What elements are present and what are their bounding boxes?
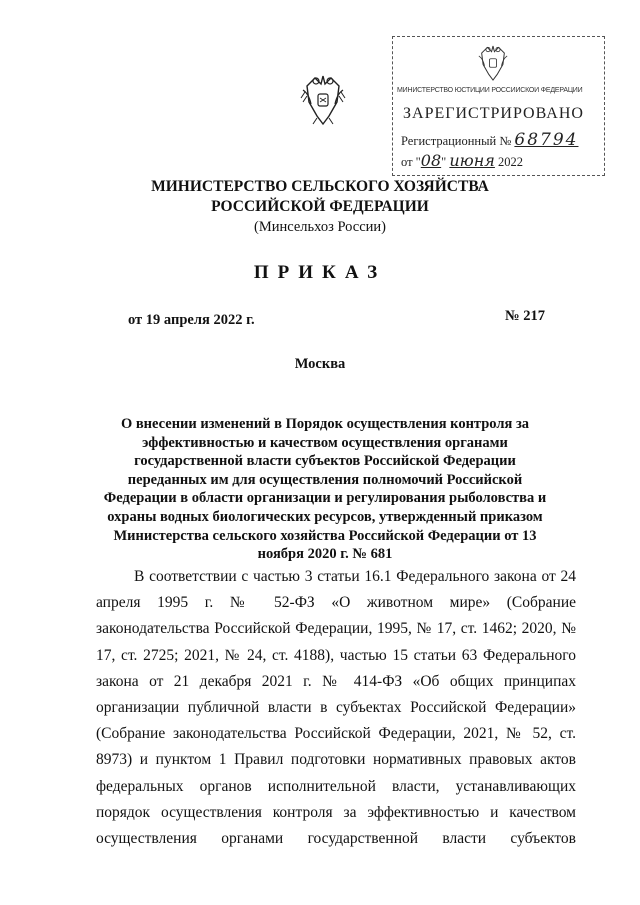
registration-stamp <box>392 36 605 176</box>
stamp-date-day: 08 <box>420 151 442 170</box>
stamp-date-quote: " <box>441 155 447 169</box>
stamp-registration-number: 68794 <box>514 130 579 150</box>
stamp-date-prefix: от " <box>401 155 421 169</box>
order-number: № 217 <box>505 308 545 324</box>
stamp-registration-line <box>401 130 578 150</box>
order-date: от 19 апреля 2022 г. <box>128 312 255 328</box>
stamp-status: ЗАРЕГИСТРИРОВАНО <box>403 105 584 122</box>
document-title: ПРИКАЗ <box>253 262 387 283</box>
stamp-ministry-name: МИНИСТЕРСТВО ЮСТИЦИИ РОССИЙСКОЙ ФЕДЕРАЦИИ <box>397 87 583 94</box>
order-city: Москва <box>294 356 346 372</box>
coat-of-arms-icon <box>299 72 347 128</box>
body-paragraph: В соответствии с частью 3 статьи 16.1 Федерального закона от 24 апреля 1995 г. № 52-ФЗ «О животном мире» (Собрание законодательства Российской Федерации, 1995, № 17, ст. 1462; 2020, № 17, ст. 2725; 2021, № 24, ст. 4188), частью 15 статьи 63 Федерального закона от 21 декабря 2021 г. № 414-ФЗ «Об общих принципах организации публичной власти в субъектах Российской Федерации» (Собрание законодательства Российской Федерации, 2021, № 52, ст. 8973) и пунктом 1 Правил подготовки нормативных правовых актов федеральных органов исполнительной власти, устанавливающих порядок осуществления контроля за эффективностью и качеством осуществления органами государственной власти субъектов <box>96 568 576 848</box>
stamp-date-line <box>401 151 523 170</box>
stamp-registration-label: Регистрационный № <box>401 134 512 148</box>
coat-of-arms-icon <box>476 43 510 83</box>
order-subject: О внесении изменений в Порядок осуществления контроля за эффективностью и качеством осуществления органами государственной власти субъектов Российской Федерации переданных им для осуществления полномочий Российской Федерации в области организации и регулирования рыболовства и охраны водных биологических ресурсов, утвержденный приказом Министерства сельского хозяйства Российской Федерации от 13 ноября 2020 г. № 681 <box>103 416 547 563</box>
stamp-date-month: июня <box>449 151 495 170</box>
ministry-name: МИНИСТЕРСТВО СЕЛЬСКОГО ХОЗЯЙСТВА РОССИЙСКОЙ ФЕДЕРАЦИИ <box>151 178 489 215</box>
stamp-date-year: 2022 <box>498 155 524 169</box>
ministry-short-name: (Минсельхоз России) <box>254 219 386 235</box>
